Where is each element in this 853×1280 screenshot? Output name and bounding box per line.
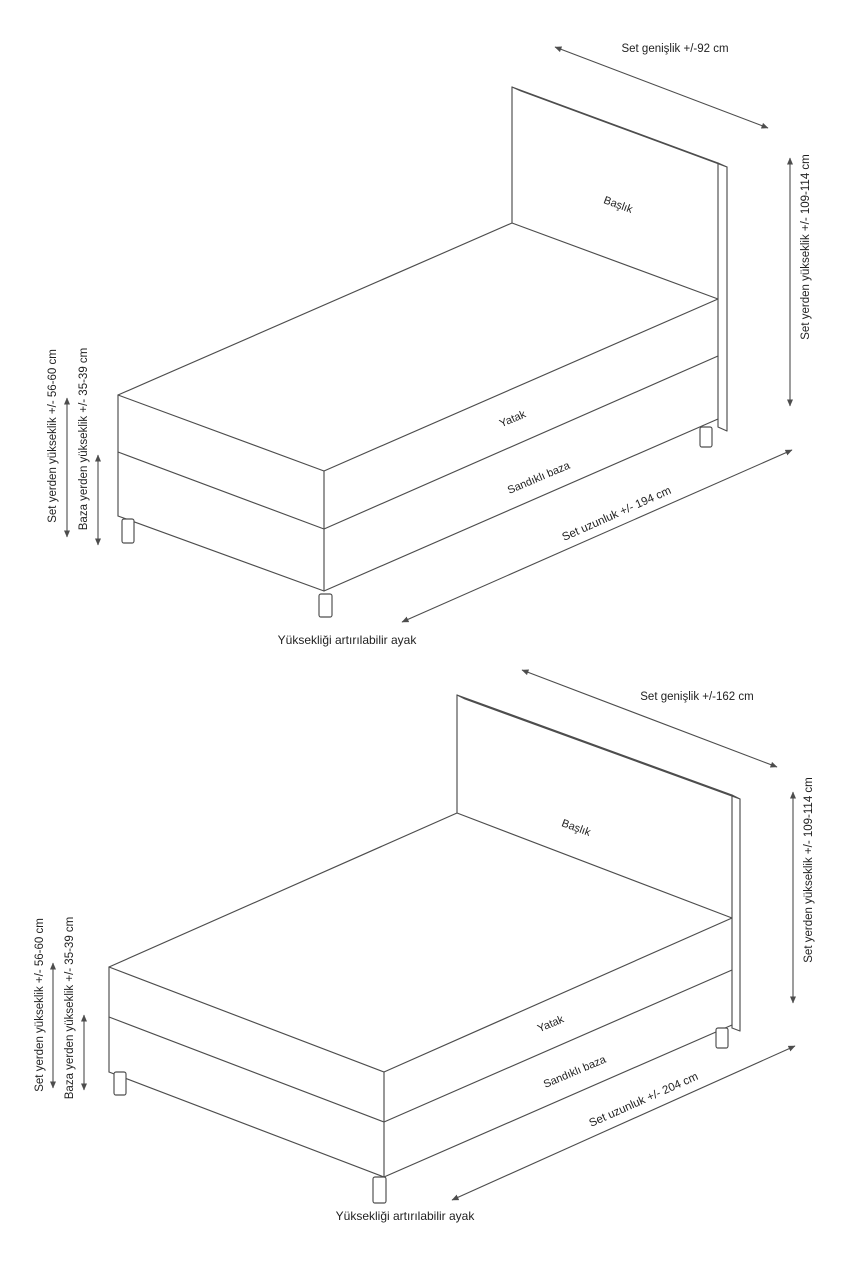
set-height-label-right: Set yerden yükseklik +/- 109-114 cm xyxy=(803,777,815,963)
length-dimension-label: Set uzunluk +/- 194 cm xyxy=(560,484,674,544)
mattress-outline xyxy=(109,813,732,1072)
bed-leg-left xyxy=(114,1072,126,1095)
mattress-label: Yatak xyxy=(535,1013,566,1036)
length-dimension-label: Set uzunluk +/- 204 cm xyxy=(587,1070,701,1130)
length-dimension-arrow xyxy=(452,1046,795,1200)
bed-leg-left xyxy=(122,519,134,543)
bed-leg-right xyxy=(716,1028,728,1048)
base-label: Sandıklı baza xyxy=(505,459,572,497)
double-bed-diagram xyxy=(0,655,853,1280)
length-dimension-arrow xyxy=(402,450,792,622)
legs-caption: Yüksekliği artırılabilir ayak xyxy=(277,633,417,647)
base-height-label-left: Baza yerden yükseklik +/- 35-39 cm xyxy=(64,916,76,1100)
headboard-label: Başlık xyxy=(559,817,593,839)
bed-leg-front xyxy=(373,1177,386,1203)
base-outline xyxy=(118,356,718,591)
bed-leg-right xyxy=(700,427,712,447)
headboard-outline xyxy=(512,87,727,431)
headboard-outline xyxy=(457,695,740,1031)
set-height-label-left: Set yerden yükseklik +/- 56-60 cm xyxy=(34,918,46,1092)
width-dimension-arrow xyxy=(522,670,777,767)
mattress-outline xyxy=(118,223,718,471)
set-height-label-right: Set yerden yükseklik +/- 109-114 cm xyxy=(800,154,812,340)
base-outline xyxy=(109,967,732,1177)
bed-leg-front xyxy=(319,594,332,617)
headboard-label: Başlık xyxy=(601,194,635,216)
legs-caption: Yüksekliği artırılabilir ayak xyxy=(335,1209,475,1223)
base-height-label-left: Baza yerden yükseklik +/- 35-39 cm xyxy=(78,347,90,531)
set-height-label-left: Set yerden yükseklik +/- 56-60 cm xyxy=(47,349,59,523)
width-dimension-label: Set genişlik +/-162 cm xyxy=(640,691,754,703)
base-label: Sandıklı baza xyxy=(541,1053,608,1091)
width-dimension-label: Set genişlik +/-92 cm xyxy=(621,43,729,55)
mattress-label: Yatak xyxy=(497,408,528,431)
